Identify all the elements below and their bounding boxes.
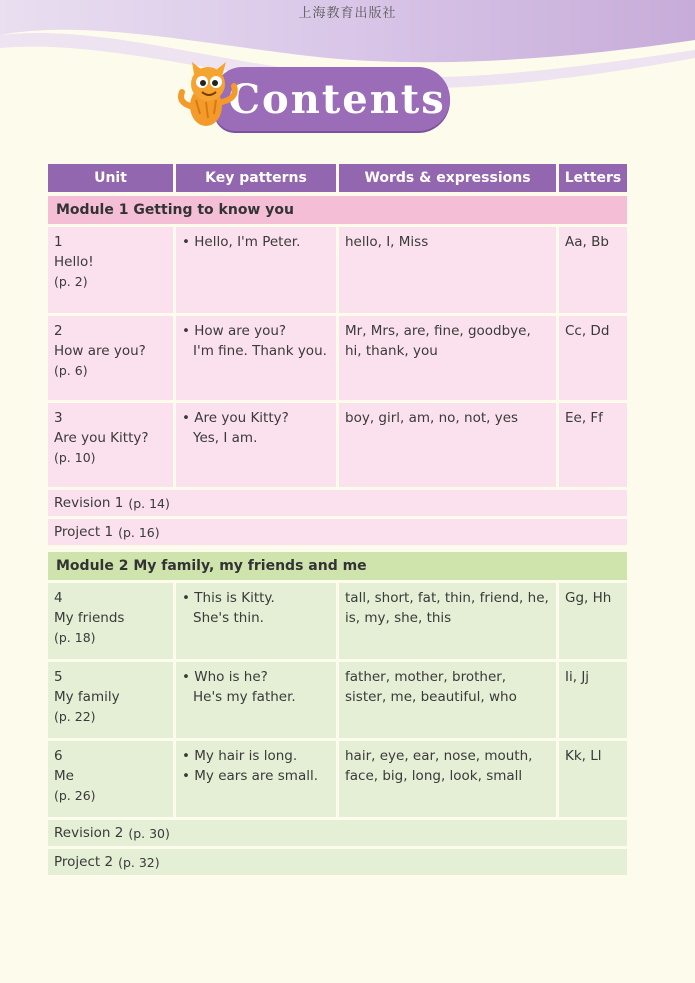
words-cell: boy, girl, am, no, not, yes	[339, 403, 556, 487]
words-cell: Mr, Mrs, are, fine, goodbye, hi, thank, you	[339, 316, 556, 400]
letters-cell: Aa, Bb	[559, 227, 627, 313]
letters-cell: Ii, Jj	[559, 662, 627, 738]
unit-cell	[48, 741, 173, 817]
key-pattern-continuation: She's thin.	[193, 610, 264, 626]
column-header-letters: Letters	[559, 164, 627, 192]
orange-cat-icon	[172, 62, 242, 132]
words-cell: father, mother, brother, sister, me, beautiful, who	[339, 662, 556, 738]
unit-page: (p. 18)	[54, 630, 96, 645]
table-header	[48, 164, 627, 192]
key-pattern: • This is Kitty.	[182, 590, 275, 606]
words-cell: tall, short, fat, thin, friend, he, is, my, she, this	[339, 583, 556, 659]
key-pattern-continuation: He's my father.	[193, 689, 296, 705]
unit-number: 6	[54, 748, 63, 764]
revision-label: Revision 2	[54, 825, 124, 841]
unit-row	[48, 662, 627, 738]
key-pattern: • Hello, I'm Peter.	[182, 234, 301, 250]
revision-row	[48, 820, 627, 846]
module-section	[48, 196, 627, 545]
page-title: Contents	[228, 75, 446, 123]
column-header-words: Words & expressions	[339, 164, 556, 192]
column-header-key-patterns: Key patterns	[176, 164, 336, 192]
module-title: Module 1 Getting to know you	[48, 196, 627, 224]
unit-number: 1	[54, 234, 63, 250]
unit-row	[48, 227, 627, 313]
unit-row	[48, 316, 627, 400]
revision-row	[48, 490, 627, 516]
letters-cell: Kk, Ll	[559, 741, 627, 817]
unit-cell	[48, 403, 173, 487]
key-pattern-continuation: I'm fine. Thank you.	[193, 343, 327, 359]
unit-name: Hello!	[54, 254, 94, 270]
key-pattern-continuation: Yes, I am.	[193, 430, 258, 446]
key-pattern: • Are you Kitty?	[182, 410, 289, 426]
project-row	[48, 519, 627, 545]
key-patterns-cell	[176, 583, 336, 659]
unit-page: (p. 26)	[54, 788, 96, 803]
key-patterns-cell	[176, 662, 336, 738]
unit-number: 4	[54, 590, 63, 606]
unit-cell	[48, 662, 173, 738]
unit-name: Are you Kitty?	[54, 430, 149, 446]
unit-page: (p. 22)	[54, 709, 96, 724]
unit-row	[48, 583, 627, 659]
module-section	[48, 552, 627, 875]
unit-page: (p. 6)	[54, 363, 88, 378]
key-pattern: • Who is he?	[182, 669, 268, 685]
module-title: Module 2 My family, my friends and me	[48, 552, 627, 580]
project-label: Project 2	[54, 854, 114, 870]
key-patterns-cell	[176, 403, 336, 487]
publisher-name: 上海教育出版社	[298, 6, 397, 21]
key-pattern: • How are you?	[182, 323, 287, 339]
unit-name: My friends	[54, 610, 125, 626]
unit-page: (p. 2)	[54, 274, 88, 289]
unit-number: 3	[54, 410, 63, 426]
unit-name: Me	[54, 768, 74, 784]
letters-cell: Cc, Dd	[559, 316, 627, 400]
letters-cell: Ee, Ff	[559, 403, 627, 487]
words-cell: hair, eye, ear, nose, mouth, face, big, long, look, small	[339, 741, 556, 817]
unit-row	[48, 403, 627, 487]
key-patterns-cell	[176, 741, 336, 817]
unit-page: (p. 10)	[54, 450, 96, 465]
unit-number: 2	[54, 323, 63, 339]
key-patterns-cell	[176, 227, 336, 313]
contents-table	[48, 164, 627, 878]
words-cell: hello, I, Miss	[339, 227, 556, 313]
unit-number: 5	[54, 669, 63, 685]
contents-title-banner	[214, 67, 450, 131]
key-pattern: • My ears are small.	[182, 768, 319, 784]
unit-name: How are you?	[54, 343, 146, 359]
column-header-unit: Unit	[48, 164, 173, 192]
unit-row	[48, 741, 627, 817]
unit-cell	[48, 316, 173, 400]
revision-page: (p. 30)	[128, 825, 170, 841]
revision-page: (p. 14)	[128, 495, 170, 511]
project-page: (p. 32)	[118, 854, 160, 870]
revision-label: Revision 1	[54, 495, 124, 511]
unit-cell	[48, 583, 173, 659]
unit-name: My family	[54, 689, 120, 705]
project-page: (p. 16)	[118, 524, 160, 540]
key-patterns-cell	[176, 316, 336, 400]
project-row	[48, 849, 627, 875]
letters-cell: Gg, Hh	[559, 583, 627, 659]
unit-cell	[48, 227, 173, 313]
project-label: Project 1	[54, 524, 114, 540]
key-pattern: • My hair is long.	[182, 748, 298, 764]
